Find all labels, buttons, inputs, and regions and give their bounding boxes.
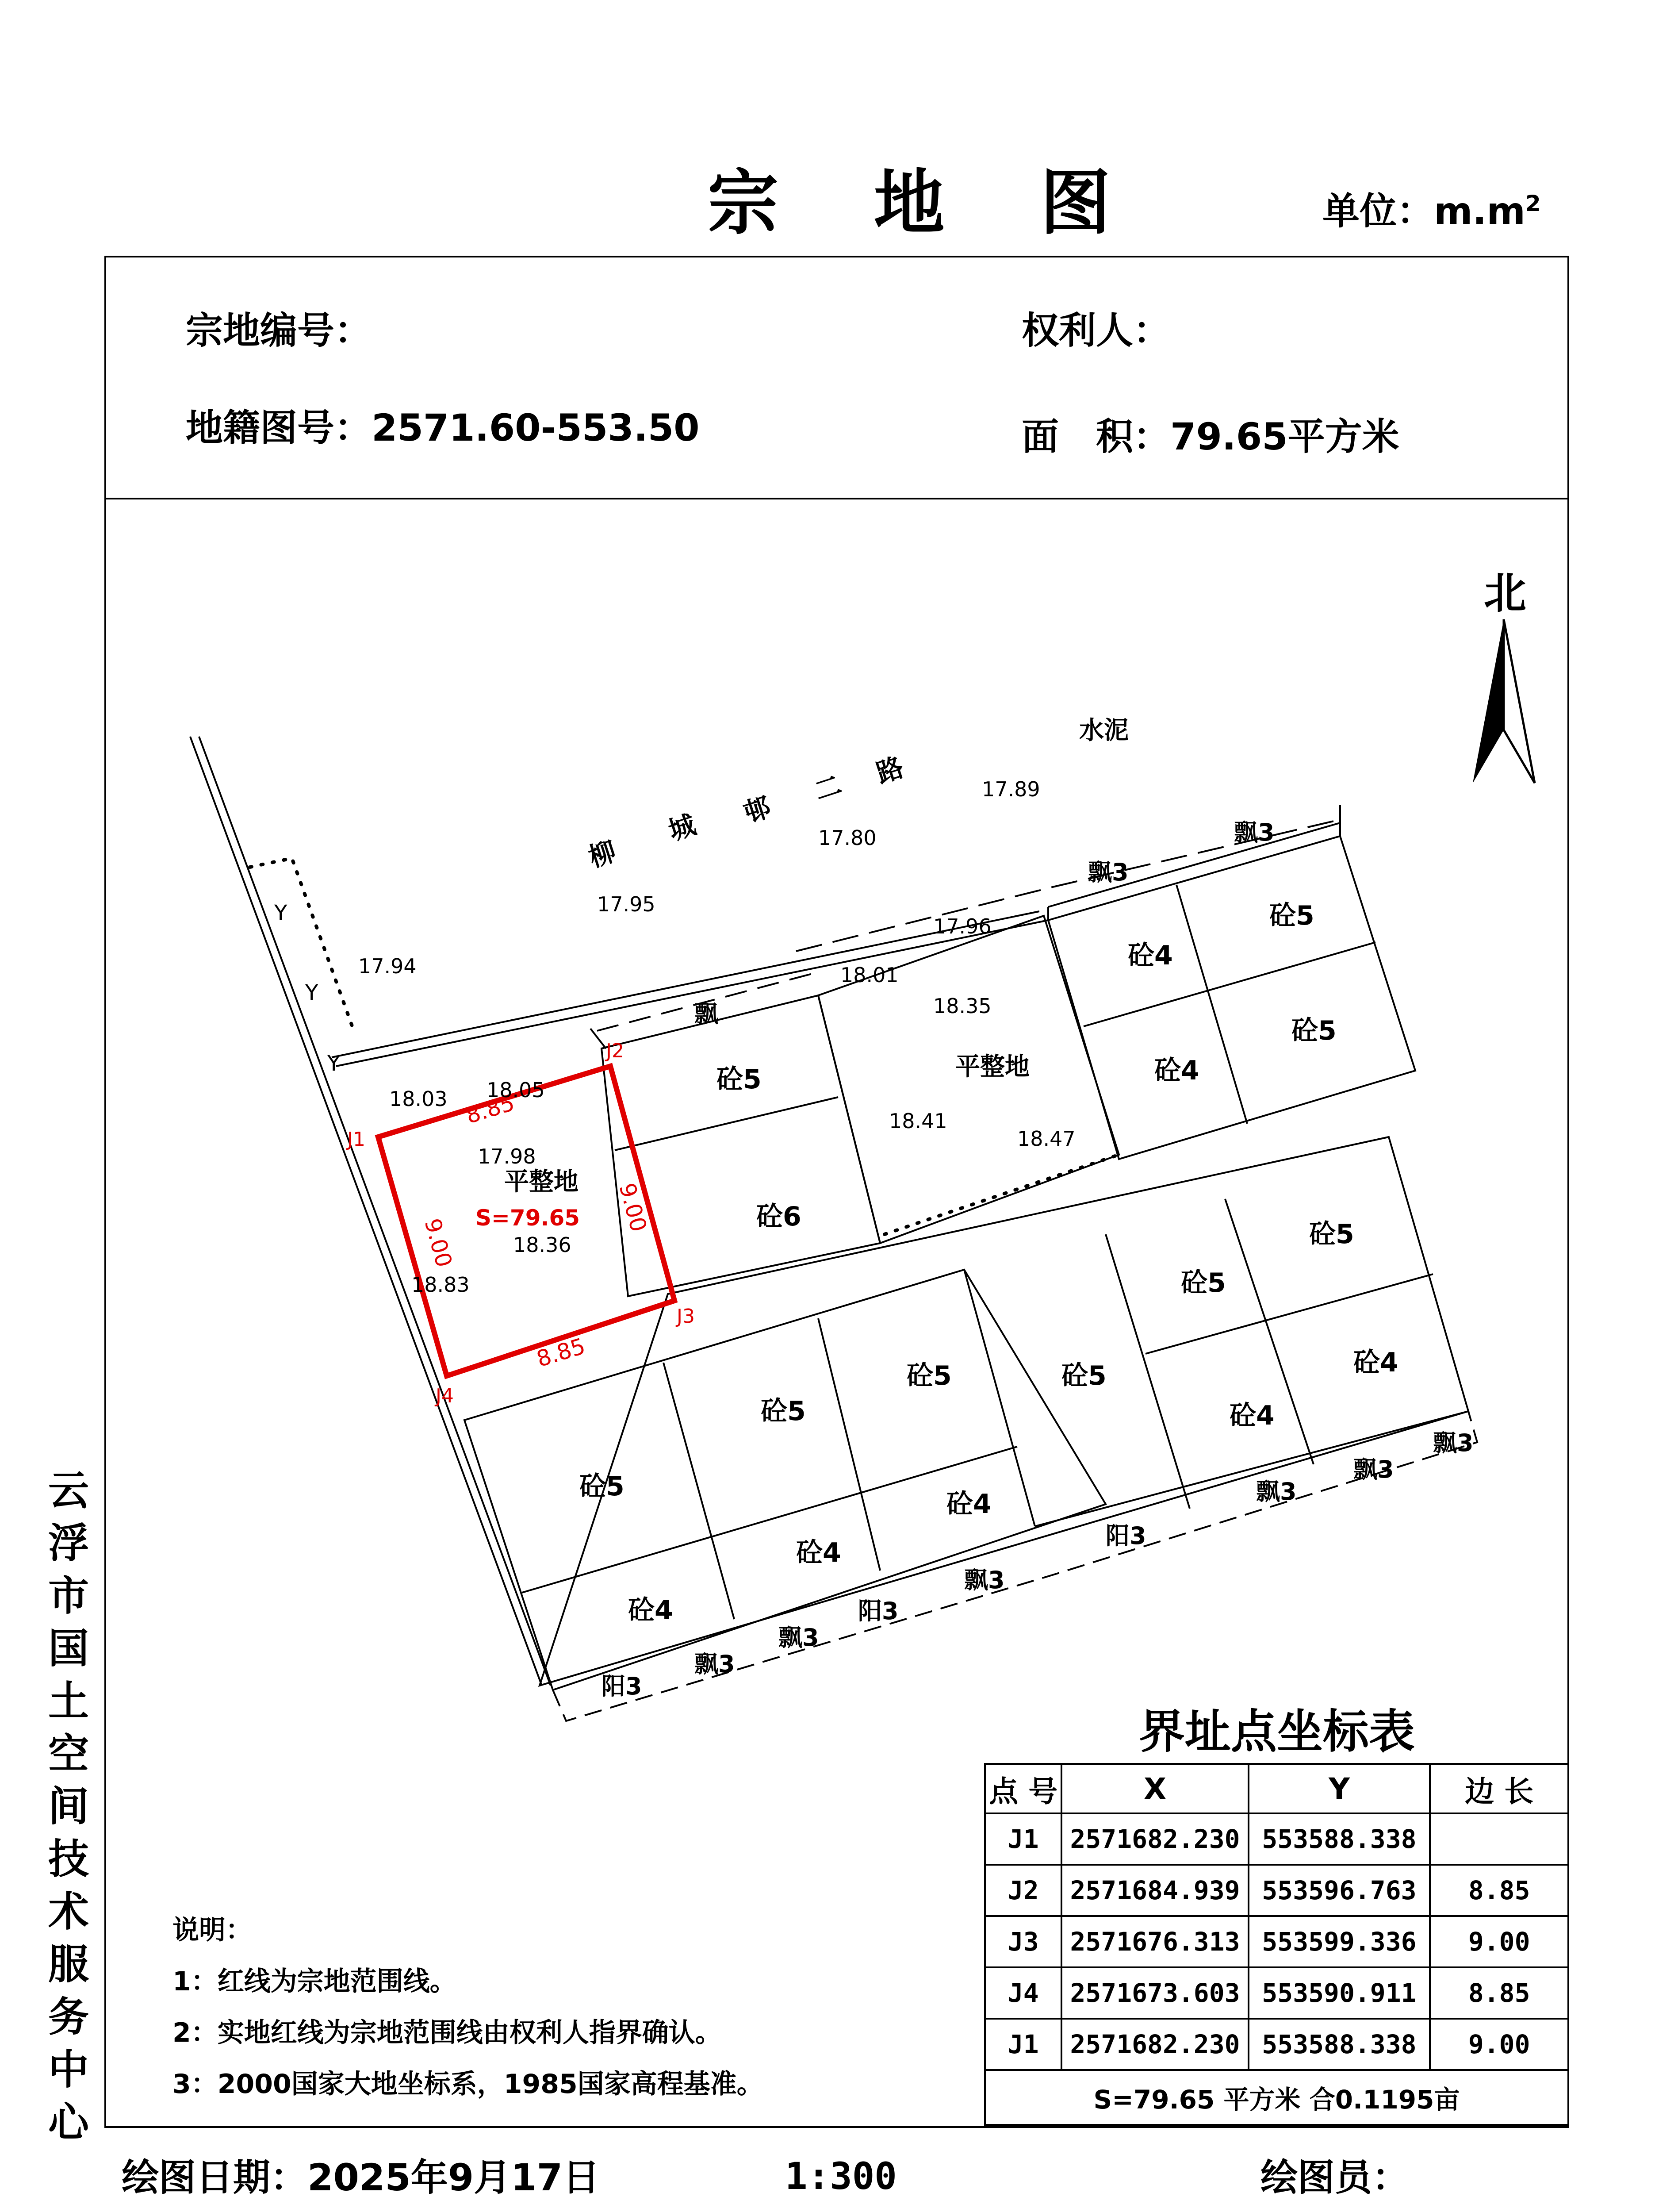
annex-label: 飘3 — [1234, 818, 1275, 846]
building-label: 砼5 — [1309, 1219, 1354, 1250]
side-char: 中 — [48, 2046, 89, 2093]
cell-edge: 8.85 — [1430, 1865, 1568, 1916]
point-label: J4 — [436, 1385, 454, 1407]
edge-length: 9.00 — [614, 1180, 652, 1235]
reviewer-label — [1260, 2208, 1409, 2212]
point-label: J1 — [347, 1128, 365, 1151]
cell-point: J1 — [985, 2019, 1061, 2070]
annex-label: 飘3 — [964, 1566, 1005, 1594]
road-name-char: 路 — [873, 752, 908, 790]
parcel-use: 平整地 — [504, 1167, 578, 1196]
coord-table — [984, 1763, 1569, 2126]
building-label: 砼4 — [1353, 1347, 1398, 1378]
coord-table-title: 界址点坐标表 — [1139, 1705, 1415, 1759]
building-block — [601, 995, 880, 1296]
building-label: 砼5 — [761, 1396, 806, 1427]
elevation: 17.98 — [478, 1144, 536, 1168]
annex-label: 飘 — [694, 1000, 718, 1028]
review-date — [122, 2208, 600, 2212]
building-label: 砼4 — [1230, 1400, 1275, 1431]
area-summary: S=79.65 平方米 合0.1195亩 — [985, 2070, 1568, 2125]
elevation: 18.03 — [389, 1087, 448, 1111]
annex-label: 飘3 — [1353, 1455, 1394, 1483]
north-arrow-icon — [1473, 619, 1504, 783]
building-label: 砼6 — [756, 1201, 801, 1232]
plant-symbol: Y — [327, 1051, 341, 1076]
annex-label: 阳3 — [601, 1672, 642, 1700]
annex-label: 飘3 — [1433, 1429, 1474, 1457]
side-char: 云 — [48, 1467, 89, 1514]
cadastral-no-label: 地籍图号：2571.60-553.50 — [186, 406, 700, 449]
unit-text: 单位：m.m — [1322, 189, 1525, 233]
cell-y: 553590.911 — [1249, 1967, 1430, 2019]
elevation: 18.05 — [487, 1078, 545, 1102]
col-point: 点 号 — [985, 1764, 1061, 1813]
elevation: 17.80 — [818, 826, 877, 850]
building-label: 砼5 — [579, 1471, 624, 1502]
side-char: 心 — [48, 2099, 89, 2146]
notes — [172, 1905, 763, 2110]
elevation: 17.89 — [982, 777, 1040, 801]
annex-label: 飘3 — [778, 1624, 819, 1651]
north-label: 北 — [1484, 568, 1526, 618]
building-label: 砼5 — [1291, 1015, 1337, 1046]
road-name-char: 柳 — [585, 836, 620, 874]
cell-x: 2571676.313 — [1061, 1916, 1248, 1967]
cell-edge: 8.85 — [1430, 1967, 1568, 2019]
dashed-strip — [553, 1411, 1477, 1721]
side-char: 空 — [48, 1730, 89, 1778]
owner-label: 权利人： — [1022, 309, 1171, 352]
elevation: 18.01 — [840, 963, 899, 987]
elevation: 18.36 — [513, 1233, 571, 1257]
elevation: 18.47 — [1017, 1127, 1076, 1151]
side-char: 技 — [48, 1836, 89, 1883]
side-char: 浮 — [48, 1520, 89, 1567]
building-label: 砼4 — [1128, 940, 1173, 971]
road-name-char: 城 — [665, 809, 700, 847]
building-label: 砼5 — [1181, 1267, 1226, 1298]
cell-edge: 9.00 — [1430, 2019, 1568, 2070]
building-label: 砼4 — [628, 1595, 673, 1626]
road-name-char: 邨 — [740, 791, 775, 830]
unit-superscript: 2 — [1525, 191, 1541, 216]
cell-edge-empty — [1430, 1813, 1568, 1865]
cell-edge: 9.00 — [1430, 1916, 1568, 1967]
annex-label: 飘3 — [1256, 1478, 1297, 1505]
cell-y: 553596.763 — [1249, 1865, 1430, 1916]
edge-length: 9.00 — [419, 1216, 457, 1270]
parcel-no-label: 宗地编号： — [186, 309, 372, 352]
cell-y: 553588.338 — [1249, 2019, 1430, 2070]
parcel-area: S=79.65 — [475, 1205, 580, 1231]
note-item: 1：红线为宗地范围线。 — [172, 1966, 456, 1997]
side-char: 国 — [48, 1625, 89, 1672]
cell-point: J4 — [985, 1967, 1061, 2019]
dotted-boundary — [250, 858, 354, 1031]
table-summary-row — [985, 2070, 1568, 2125]
table-row — [985, 2019, 1568, 2070]
elevation: 17.96 — [933, 914, 992, 938]
road-material: 水泥 — [1079, 716, 1129, 745]
cell-point: J1 — [985, 1813, 1061, 1865]
notes-heading: 说明： — [172, 1915, 252, 1946]
point-label: J2 — [606, 1040, 624, 1062]
edge-length: 8.85 — [463, 1090, 517, 1129]
draw-date: 绘图日期：2025年9月17日 — [122, 2156, 600, 2199]
annex-label: 阳3 — [858, 1597, 899, 1625]
cell-point: J3 — [985, 1916, 1061, 1967]
side-char: 间 — [48, 1783, 89, 1830]
building-label: 砼5 — [716, 1064, 762, 1095]
side-char: 市 — [48, 1572, 89, 1620]
other-use: 平整地 — [955, 1052, 1030, 1081]
plant-symbol: Y — [305, 980, 318, 1005]
cell-x: 2571682.230 — [1061, 1813, 1248, 1865]
annex-label: 阳3 — [1106, 1522, 1146, 1550]
col-y: Y — [1249, 1764, 1430, 1813]
block-line — [336, 920, 1048, 1066]
col-edge: 边 长 — [1430, 1764, 1568, 1813]
annex-label: 飘3 — [1088, 858, 1129, 886]
table-row — [985, 1916, 1568, 1967]
elevation: 18.41 — [889, 1109, 947, 1133]
north-arrow-outline — [1504, 619, 1535, 783]
road-name-char: 二 — [811, 769, 846, 807]
overhang-edge — [590, 1029, 606, 1048]
map-title: 宗 地 图 — [708, 161, 1146, 244]
building-label: 砼4 — [946, 1489, 992, 1520]
cell-y: 553588.338 — [1249, 1813, 1430, 1865]
building-label: 砼4 — [796, 1537, 841, 1568]
building-label: 砼4 — [1154, 1055, 1199, 1086]
side-char: 务 — [48, 1993, 89, 2041]
edge-length: 8.85 — [533, 1333, 588, 1372]
cell-x: 2571684.939 — [1061, 1865, 1248, 1916]
coord-table-header — [985, 1764, 1568, 1813]
table-row — [985, 1813, 1568, 1865]
elevation: 17.95 — [597, 892, 655, 916]
area-label: 面 积：79.65平方米 — [1022, 415, 1399, 458]
side-char: 术 — [48, 1888, 89, 1936]
building-label: 砼5 — [1269, 900, 1314, 931]
elevation: 18.83 — [411, 1273, 470, 1297]
table-row — [985, 1967, 1568, 2019]
side-char: 土 — [48, 1678, 89, 1725]
cell-point: J2 — [985, 1865, 1061, 1916]
plant-symbol: Y — [274, 901, 287, 926]
cell-x: 2571682.230 — [1061, 2019, 1248, 2070]
col-x: X — [1061, 1764, 1248, 1813]
drawer-label: 绘图员： — [1260, 2156, 1410, 2199]
table-row — [985, 1865, 1568, 1916]
dotted-line — [885, 1155, 1119, 1234]
note-item: 2：实地红线为宗地范围线由权利人指界确认。 — [172, 2017, 722, 2048]
cell-y: 553599.336 — [1249, 1916, 1430, 1967]
building-label: 砼5 — [1061, 1360, 1107, 1391]
note-item: 3：2000国家大地坐标系，1985国家高程基准。 — [172, 2069, 763, 2100]
elevation: 18.35 — [933, 994, 992, 1018]
map-scale: 1:300 — [785, 2154, 897, 2198]
elevation: 17.94 — [358, 954, 417, 978]
building-label: 砼5 — [907, 1360, 952, 1391]
annex-label: 飘3 — [694, 1650, 735, 1678]
side-char: 服 — [48, 1941, 89, 1988]
cell-x: 2571673.603 — [1061, 1967, 1248, 2019]
point-label: J3 — [677, 1305, 695, 1328]
